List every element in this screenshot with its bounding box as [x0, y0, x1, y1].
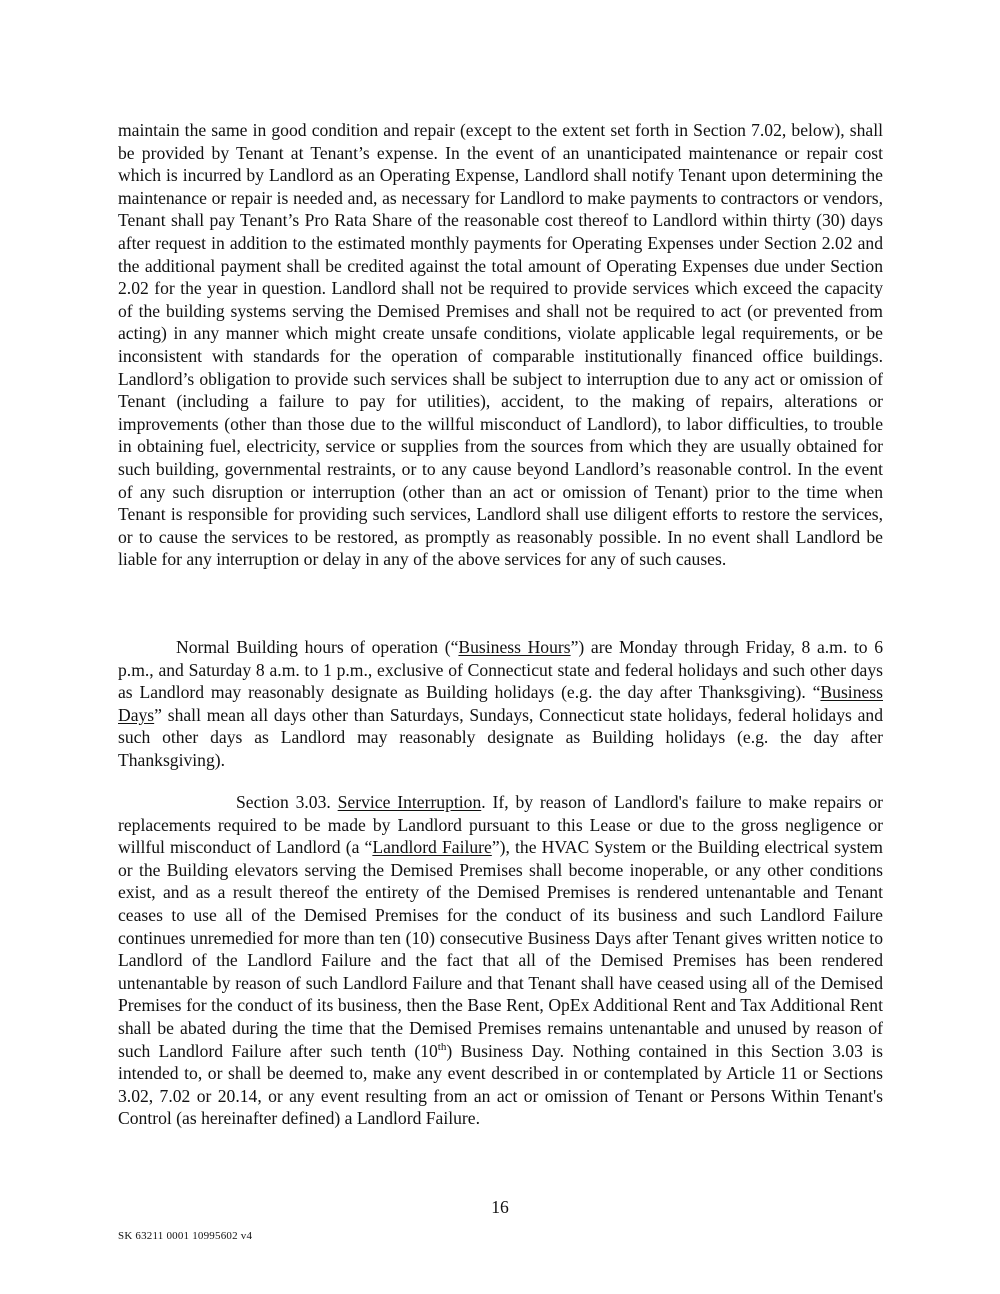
paragraph-2-text-1: Normal Building hours of operation (“: [176, 637, 459, 657]
section-label: Section 3.03.: [236, 792, 331, 812]
document-id-footer: SK 63211 0001 10995602 v4: [118, 1230, 253, 1242]
paragraph-3-text-2: ”), the HVAC System or the Building electrical system or the Building elevators serving the Demised Premises shall become inoperable, or any other conditions exist, and as a result thereof the entirety of the Demised Premises is rendered untenantable and Tenant ceases to use all of the Demised Premises for the conduct of its business and such Landlord Failure continues unremedied for more than ten (10) consecutive Business Days after Tenant gives written notice to Landlord of the Landlord Failure and the fact that all of the Demised Premises has been rendered untenantable by reason of such Landlord Failure and that Tenant shall have ceased using all of the Demised Premises for the conduct of its business, then the Base Rent, OpEx Additional Rent and Tax Additional Rent shall be abated during the time that the Demised Premises remains untenantable and unused by reason of such Landlord Failure after such tenth (10: [118, 837, 883, 1061]
section-title: Service Interruption: [337, 792, 482, 812]
paragraph-service-interruption: [118, 791, 883, 1130]
defined-term-business-hours: Business Hours: [458, 637, 571, 657]
paragraph-3-text-1: . If, by reason of Landlord's failure to make repairs or replacements required to be made by Landlord pursuant to this Lease or due to the gross negligence or willful misconduct of Landlord (a “: [118, 792, 883, 858]
defined-term-landlord-failure: Landlord Failure: [372, 837, 492, 858]
paragraph-2-text-2: ”) are Monday through Friday, 8 a.m. to 6 p.m., and Saturday 8 a.m. to 1 p.m., exclusive of Connecticut state and federal holidays and such other days as Landlord may reasonably designate as Building holidays (e.g. the day after Thanksgiving). “: [118, 637, 883, 703]
paragraph-operating-expenses: [118, 119, 883, 571]
superscript-th: th: [437, 1040, 447, 1053]
page-number: 16: [491, 1197, 509, 1217]
paragraph-3-text-3: ) Business Day. Nothing contained in this Section 3.03 is intended to, or shall be deemed to, make any event described in or contemplated by Article 11 or Sections 3.02, 7.02 or 20.14, or any event resulting from an act or omission of Tenant or Persons Within Tenant's Control (as hereinafter defined) a Landlord Failure.: [118, 1040, 883, 1129]
paragraph-2-text-3: ” shall mean all days other than Saturdays, Sundays, Connecticut state holidays, federal holidays and such other days as Landlord may reasonably designate as Building holidays (e.g. the day after Thanksgiving).: [118, 704, 883, 770]
paragraph-business-hours: [118, 636, 883, 772]
defined-term-business-days: Business Days: [118, 682, 883, 725]
paragraph-1-text: maintain the same in good condition and repair (except to the extent set forth in Section 7.02, below), shall be provided by Tenant at Tenant’s expense. In the event of an unanticipated maintenance or repair cost which is incurred by Landlord as an Operating Expense, Landlord shall notify Tenant upon determining the maintenance or repair is needed and, as necessary for Landlord to make payments to contractors or vendors, Tenant shall pay Tenant’s Pro Rata Share of the reasonable cost thereof to Landlord within thirty (30) days after request in addition to the estimated monthly payments for Operating Expenses under Section 2.02 and the additional payment shall be credited against the total amount of Operating Expenses due under Section 2.02 for the year in question. Landlord shall not be required to provide services which exceed the capacity of the building systems serving the Demised Premises and shall not be required to act (or prevented from acting) in any manner which might create unsafe conditions, violate applicable legal requirements, or be inconsistent with standards for the operation of comparable institutionally financed office buildings. Landlord’s obligation to provide such services shall be subject to interruption due to any act or omission of Tenant (including a failure to pay for utilities), accident, to the making of repairs, alterations or improvements (other than those due to the willful misconduct of Landlord), to labor difficulties, to trouble in obtaining fuel, electricity, service or supplies from the sources from which they are usually obtained for such building, governmental restraints, or to any cause beyond Landlord’s reasonable control. In the event of any such disruption or interruption (other than an act or omission of Tenant) prior to the time when Tenant is responsible for providing such services, Landlord shall use diligent efforts to restore the services, or to cause the services to be restored, as promptly as reasonably possible. In no event shall Landlord be liable for any interruption or delay in any of the above services for any of such causes.: [118, 120, 883, 570]
